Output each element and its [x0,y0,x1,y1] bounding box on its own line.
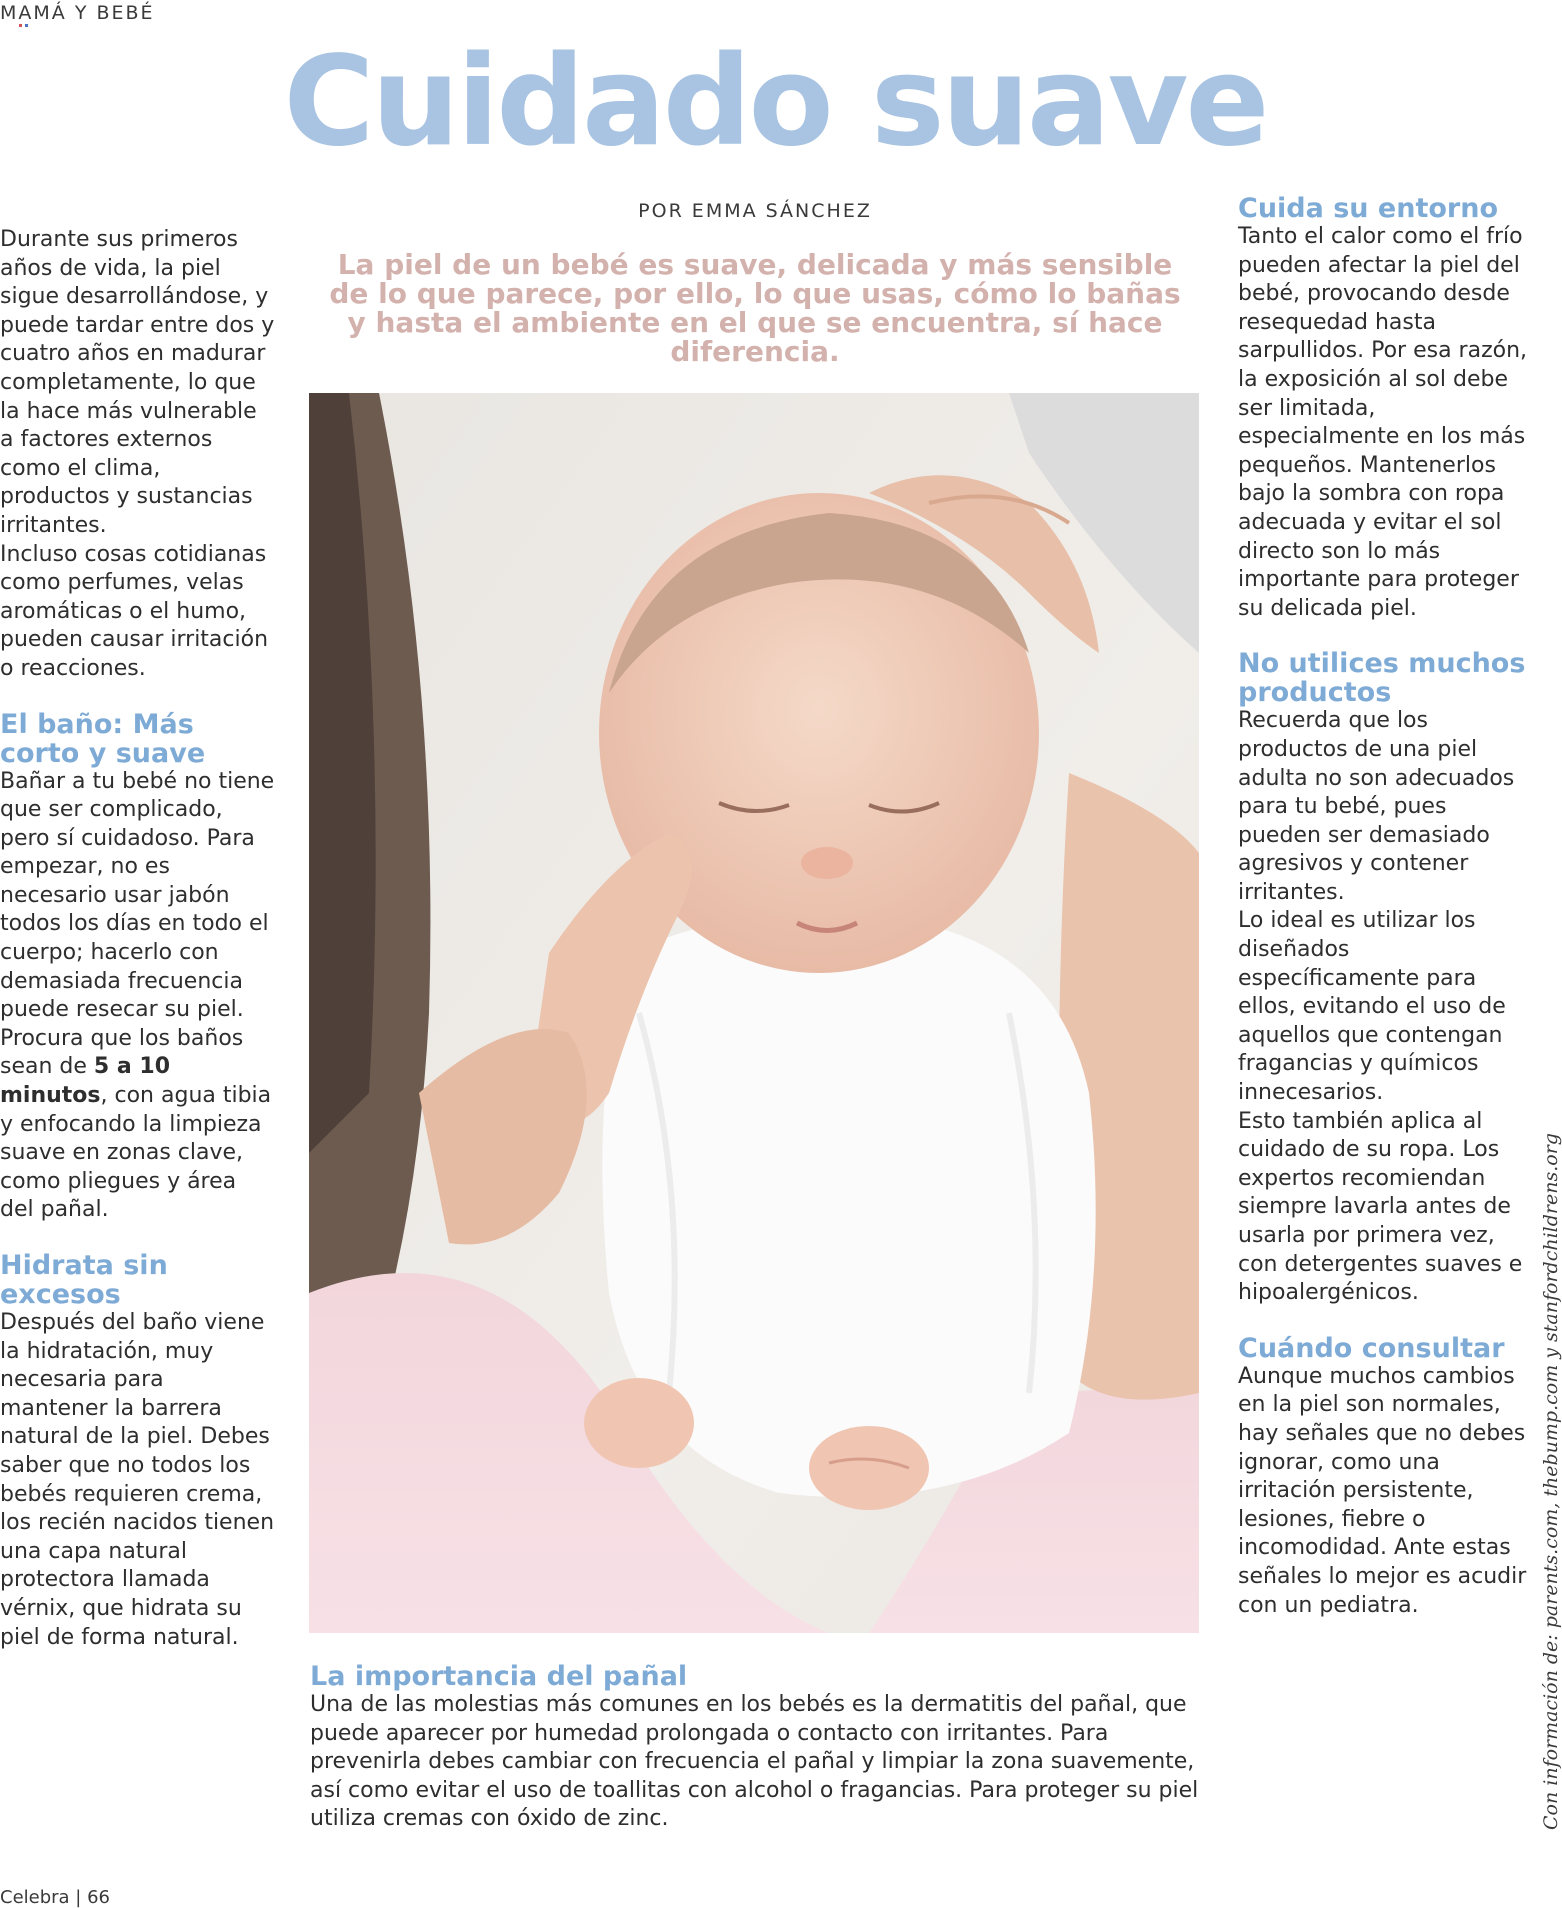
bath-duration: 5 a 10 minutos [0,1054,171,1109]
consult-heading: Cuándo consultar [1238,1332,1505,1364]
bath-text-end: , con agua tibia y enfocando la limpieza suave en zonas clave, como pliegues y área del pañal. [0,1083,272,1223]
baby-photo [309,393,1199,1633]
left-column [0,226,275,1652]
products-heading: No utilices muchos productos [1238,648,1526,709]
right-column [1238,194,1528,1620]
products-paragraph-3: Esto también aplica al cuidado de su ropa. Los expertos recomiendan siempre lavarla antes de usarla por primera vez, con detergentes suaves e hipoalergénicos. [1238,1108,1523,1306]
products-paragraph-1: Recuerda que los productos de una piel adulta no son adecuados para tu bebé, pues pueden ser demasiado agresivos y contener irritantes. [1238,708,1515,905]
consult-paragraph: Aunque muchos cambios en la piel son normales, hay señales que no debes ignorar, como una irritación persistente, lesiones, fiebre o incomodidad. Ante estas señales lo mejor es acudir con un pediatra. [1238,1363,1527,1618]
page-footer: Celebra | 66 [0,1887,110,1908]
intro-deck: La piel de un bebé es suave, delicada y más sensible de lo que parece, por ello, lo que usas, cómo lo bañas y hasta el ambiente en el que se encuentra, sí hace diferencia. [329,248,1181,368]
hydrate-heading: Hidrata sin excesos [0,1250,168,1310]
intro-paragraph-2: Incluso cosas cotidianas como perfumes, velas aromáticas o el humo, pueden causar irritación o reacciones. [0,541,269,681]
sources-credit: Con información de: parents.com, thebump.com y stanfordchildrens.org [1540,1133,1562,1830]
hydrate-paragraph: Después del baño viene la hidratación, muy necesaria para mantener la barrera natural de la piel. Debes saber que no todos los bebés requieren crema, los recién nacidos tienen una capa natural protectora llamada vérnix, que hidrata su piel de forma natural. [0,1310,275,1650]
byline: POR EMMA SÁNCHEZ [638,200,872,222]
diaper-heading: La importancia del pañal [310,1661,688,1692]
products-paragraph-2: Lo ideal es utilizar los diseñados específicamente para ellos, evitando el uso de aquellos que contengan fragancias y químicos innecesarios. [1238,908,1506,1106]
sleeping-baby-illustration [309,393,1199,1633]
section-label: MAMÁ Y BEBÉ [0,2,155,24]
diaper-section [310,1662,1200,1834]
environment-heading: Cuida su entorno [1238,193,1499,224]
diaper-paragraph: Una de las molestias más comunes en los bebés es la dermatitis del pañal, que puede aparecer por humedad prolongada o contacto con irritantes. Para prevenirla debes cambiar con frecuencia el pañal y limpiar la zona suavemente, así como evitar el uso de toallitas con alcohol o fragancias. Para proteger su piel utiliza cremas con óxido de zinc. [310,1692,1199,1832]
page-title: Cuidado suave [283,30,1267,174]
bath-paragraph [0,768,275,1226]
bath-text: Bañar a tu bebé no tiene que ser complicado, pero sí cuidadoso. Para empezar, no es necesario usar jabón todos los días en todo el cuerpo; hacerlo con demasiada frecuencia puede resecar su piel. Procura que los baños sean de [0,768,275,1080]
bath-heading: El baño: Más corto y suave [0,708,206,769]
intro-paragraph: Durante sus primeros años de vida, la piel sigue desarrollándose, y puede tardar entre dos y cuatro años en madurar completamente, lo que la hace más vulnerable a factores externos como el clima, productos y sustancias irritantes. [0,227,275,538]
environment-paragraph: Tanto el calor como el frío pueden afectar la piel del bebé, provocando desde resequedad hasta sarpullidos. Por esa razón, la exposición al sol debe ser limitada, especialmente en los más pequeños. Mantenerlos bajo la sombra con ropa adecuada y evitar el sol directo son lo más importante para proteger su delicada piel. [1238,224,1528,621]
